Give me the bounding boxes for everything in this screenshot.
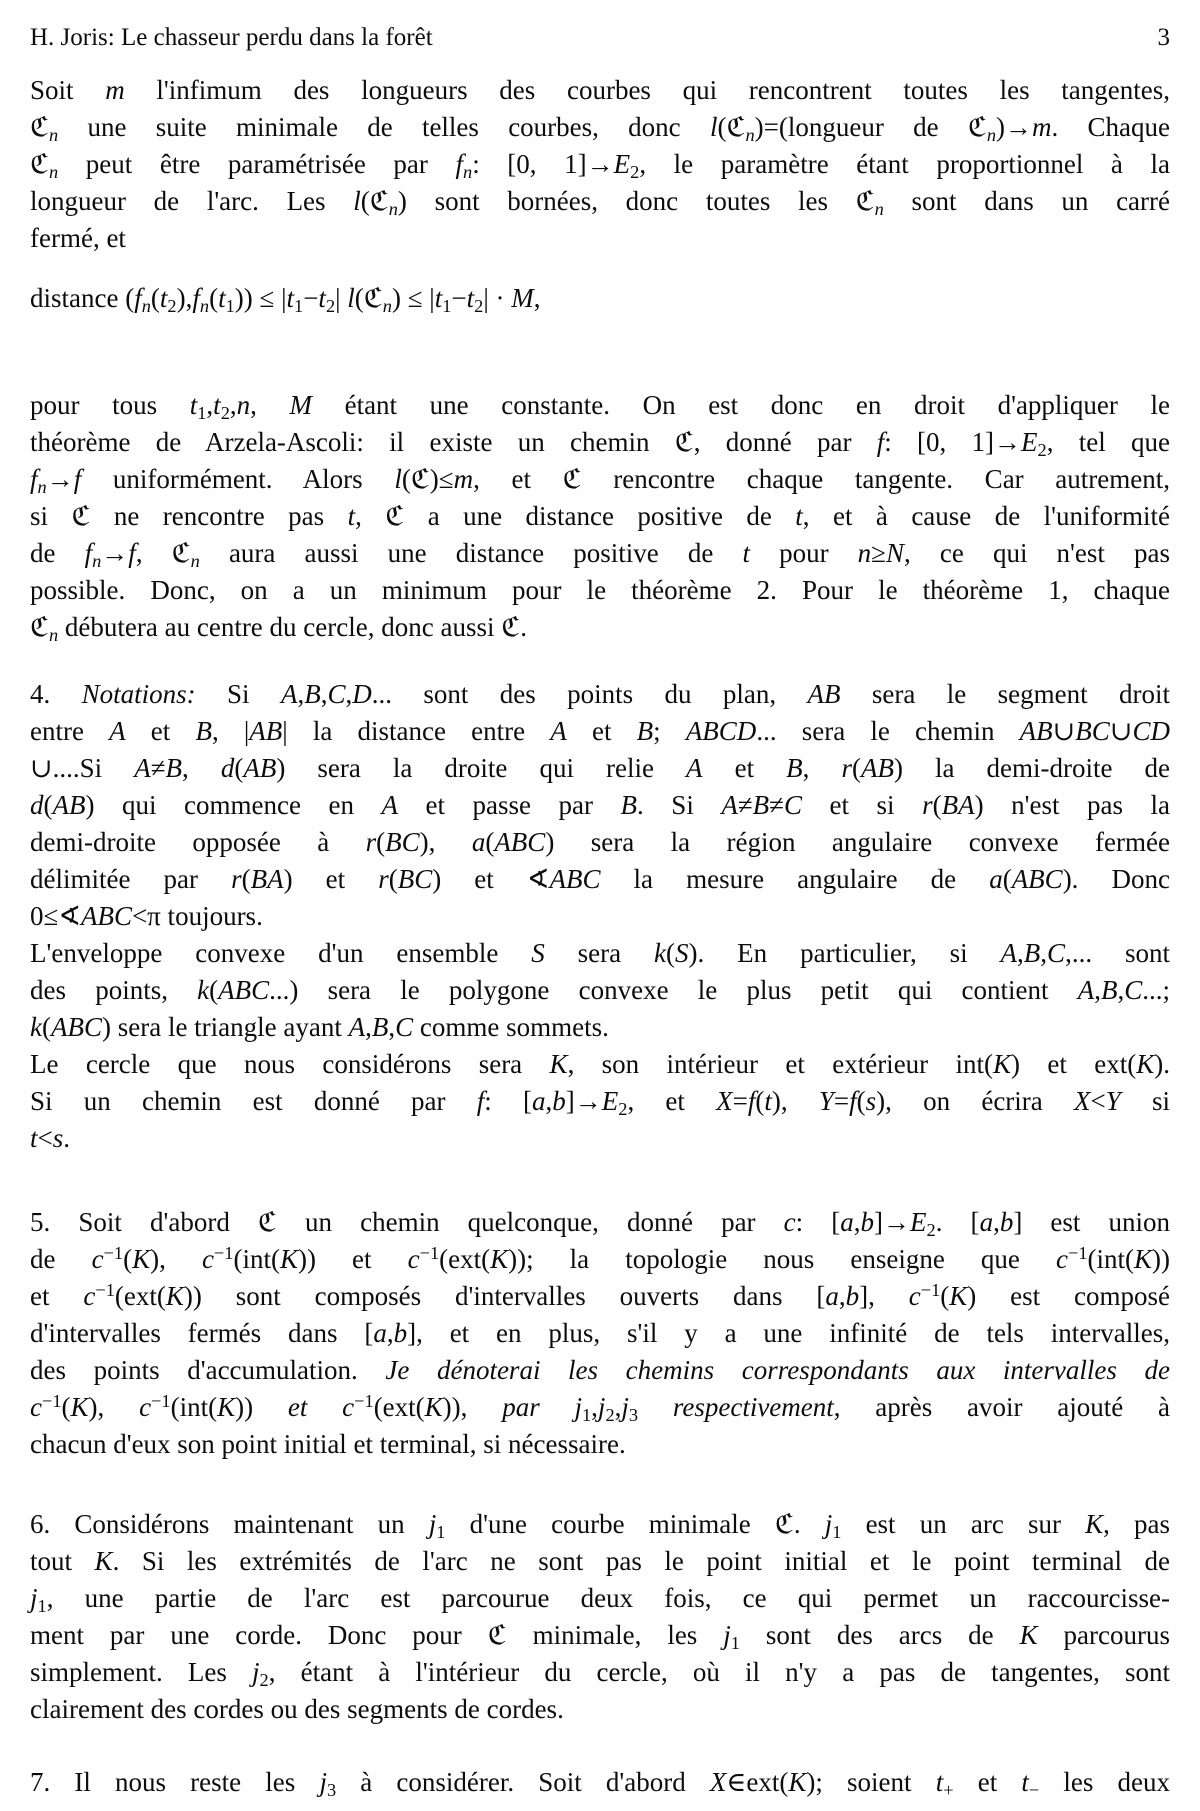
section-6-j1-j2-arcs — [30, 1506, 1170, 1728]
text-line: Soit m l'infimum des longueurs des courbes qui rencontrent toutes les tangentes, — [30, 75, 1170, 105]
text-line: d(AB) qui commence en A et passe par B. Si A≠B≠C et si r(BA) n'est pas la — [30, 790, 1170, 820]
text-line: entre A et B, |AB| la distance entre A et B; ABCD... sera le chemin AB∪BC∪CD — [30, 716, 1170, 746]
text-line: 6. Considérons maintenant un $j_1$ d'une courbe minimale ℭ. $j_1$ est un arc sur K, pas — [30, 1509, 1170, 1543]
text-line: clairement des cordes ou des segments de cordes. — [30, 1694, 564, 1724]
text-line: $f_n\to f$ uniformément. Alors l(ℭ)≤m, et ℭ rencontre chaque tangente. Car autrement, — [30, 464, 1170, 498]
text-line: 7. Il nous reste les $j_3$ à considérer. Soit d'abord X∈ext(K); soient $t_+$ et $t_-$ les deux — [30, 1767, 1170, 1801]
text-line: ℭ$_n$ peut être paramétrisée par $f_n$: [0, $1]\to E_2$, le paramètre étant proportionnel à la — [30, 149, 1170, 183]
paragraph-arzela-ascoli — [30, 387, 1170, 646]
text-line: Le cercle que nous considérons sera K, son intérieur et extérieur int(K) et ext(K). — [30, 1049, 1170, 1079]
text-line: k(ABC) sera le triangle ayant A,B,C comme sommets. — [30, 1012, 609, 1042]
text-line: des points, k(ABC...) sera le polygone convexe le plus petit qui contient A,B,C...; — [30, 975, 1170, 1005]
text-line: si ℭ ne rencontre pas t, ℭ a une distance positive de t, et à cause de l'uniformité — [30, 501, 1170, 531]
text-line: et $c^{-1}(ext(K))$ sont composés d'intervalles ouverts dans [a,b], $c^{-1}(K)$ est composé — [30, 1279, 1170, 1311]
text-line: L'enveloppe convexe d'un ensemble S sera k(S). En particulier, si A,B,C,... sont — [30, 938, 1170, 968]
text-line: ℭ$_n$ débutera au centre du cercle, donc aussi ℭ. — [30, 612, 527, 646]
text-line: pour tous $t_1,t_2,n$, M étant une constante. On est donc en droit d'appliquer le — [30, 390, 1170, 424]
text-line: longueur de l'arc. Les l(ℭ$_n$) sont bornées, donc toutes les ℭ$_n$ sont dans un carré — [30, 186, 1171, 220]
text-line: 5. Soit d'abord ℭ un chemin quelconque, donné par c: $[a,b]\to E_2$. [a,b] est union — [30, 1207, 1171, 1241]
section-7-j3-exterior — [30, 1764, 1170, 1801]
text-line: t<s. — [30, 1123, 71, 1153]
section-4-notations — [30, 676, 1170, 1157]
text-line: tout K. Si les extrémités de l'arc ne sont pas le point initial et le point terminal de — [30, 1546, 1170, 1576]
text-line: Si un chemin est donné par f: $[a,b]\to E_2$, et X=f(t), Y=f(s), on écrira X<Y si — [30, 1086, 1170, 1120]
displayed-formula-distance-inequality: distance $(f_n(t_2),f_n(t_1)) \le |t_1-t_2|$ l(ℭ$_n$) ≤ $|t_1-t_2| \cdot M$, — [30, 283, 541, 317]
text-line: $j_1$, une partie de l'arc est parcourue deux fois, ce qui permet un raccourcisse- — [30, 1583, 1170, 1617]
text-line: 4. Notations: Si A,B,C,D... sont des points du plan, AB sera le segment droit — [30, 679, 1170, 709]
text-line: de $f_n\to f$, ℭ$_n$ aura aussi une distance positive de t pour n≥N, ce qui n'est pas — [30, 538, 1170, 572]
text-line: ment par une corde. Donc pour ℭ minimale, les $j_1$ sont des arcs de K parcourus — [30, 1620, 1170, 1654]
text-line: théorème de Arzela-Ascoli: il existe un chemin ℭ, donné par f: [0, $1]\to E_2$, tel que — [30, 427, 1170, 461]
text-line: ℭ$_n$ une suite minimale de telles courbes, donc l(ℭ$_n$)=(longueur de ℭ$_n$)→m. Chaque — [30, 112, 1171, 146]
text-line: fermé, et — [30, 223, 126, 253]
text-line: des points d'accumulation. Je dénoterai les chemins correspondants aux intervalles de — [30, 1355, 1170, 1385]
paragraph-minimal-sequence — [30, 72, 1170, 257]
text-line: d'intervalles fermés dans [a,b], et en plus, s'il y a une infinité de tels intervalles, — [30, 1318, 1170, 1348]
text-line: possible. Donc, on a un minimum pour le théorème 2. Pour le théorème 1, chaque — [30, 575, 1170, 605]
text-line: chacun d'eux son point initial et terminal, si nécessaire. — [30, 1429, 626, 1459]
page-number: 3 — [1157, 24, 1170, 51]
text-line: 0≤∢ABC<π toujours. — [30, 901, 263, 931]
section-5-chemin-decomposition — [30, 1204, 1170, 1463]
text-line: de $c^{-1}(K)$, $c^{-1}(int(K))$ et $c^{-1}(ext(K))$; la topologie nous enseigne que $c^{-1}(int(K))$ — [30, 1242, 1171, 1274]
text-line: demi-droite opposée à r(BC), a(ABC) sera la région angulaire convexe fermée — [30, 827, 1170, 857]
running-title: H. Joris: Le chasseur perdu dans la forêt — [30, 24, 433, 51]
text-line: délimitée par r(BA) et r(BC) et ∢ABC la mesure angulaire de a(ABC). Donc — [30, 864, 1170, 894]
text-line: $c^{-1}(K)$, $c^{-1}(int(K))$ et $c^{-1}(ext(K))$, par $j_1,j_2,j_3$ respectivement, après avoir ajouté à — [30, 1390, 1171, 1426]
page-header — [30, 22, 1170, 54]
text-line: simplement. Les $j_2$, étant à l'intérieur du cercle, où il n'y a pas de tangentes, sont — [30, 1657, 1170, 1691]
text-line: ∪....Si A≠B, d(AB) sera la droite qui relie A et B, r(AB) la demi-droite de — [30, 753, 1171, 783]
